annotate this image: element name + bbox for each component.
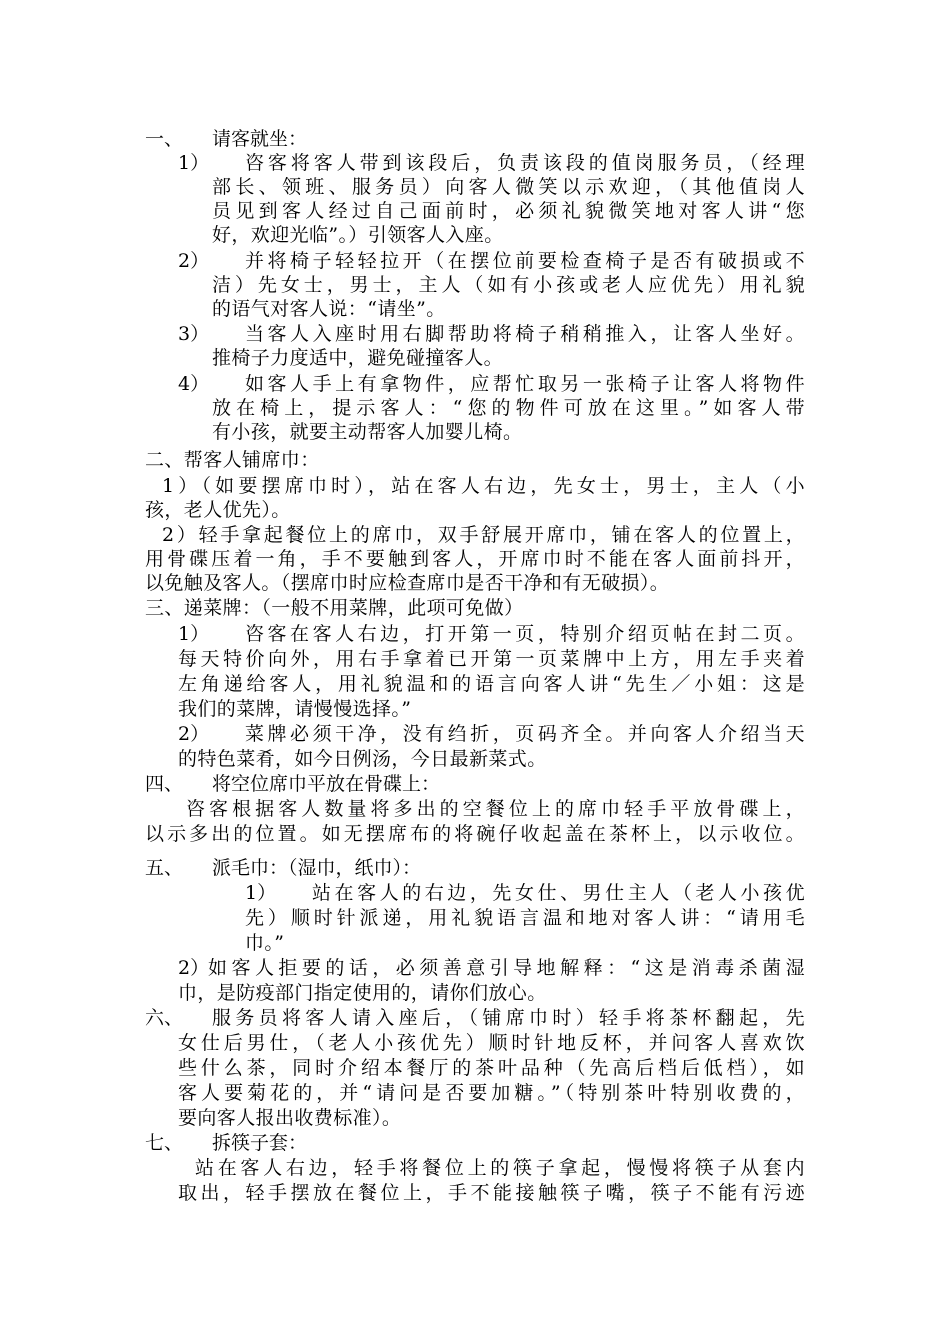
text-line: 用骨碟压着一角，手不要触到客人，开席巾时不能在客人面前抖开， bbox=[145, 548, 805, 570]
item-label: 4） bbox=[178, 373, 210, 395]
text-line: 站在客人的右边，先女仕、男仕主人（老人小孩优 bbox=[312, 882, 805, 904]
text-line: 客人要菊花的，并“请问是否要加糖。”（特别茶叶特别收费的， bbox=[178, 1082, 805, 1104]
text-line: 女仕后男仕，（老人小孩优先）顺时针地反杯，并问客人喜欢饮 bbox=[178, 1032, 805, 1054]
text-line: 部长、领班、服务员）向客人微笑以示欢迎，（其他值岗人 bbox=[212, 176, 805, 198]
text-line: 巾，是防疫部门指定使用的，请你们放心。 bbox=[178, 982, 547, 1004]
text-line: 菜牌必须干净，没有绉折，页码齐全。并向客人介绍当天 bbox=[245, 723, 805, 745]
text-line: 咨客根据客人数量将多出的空餐位上的席巾轻手平放骨碟上， bbox=[186, 798, 805, 820]
section-number: 五、 bbox=[145, 857, 184, 879]
text-line: 放在椅上，提示客人：“您的物件可放在这里。”如客人带 bbox=[212, 397, 805, 419]
text-line: 1）（如要摆席巾时），站在客人右边，先女士，男士，主人（小 bbox=[162, 475, 805, 497]
text-line: 孩，老人优先）。 bbox=[145, 499, 291, 521]
text-line: 取出，轻手摆放在餐位上，手不能接触筷子嘴，筷子不能有污迹 bbox=[178, 1182, 805, 1204]
text-line: 以示多出的位置。如无摆席布的将碗仔收起盖在茶杯上，以示收位。 bbox=[145, 823, 805, 845]
text-line: 2）轻手拿起餐位上的席巾，双手舒展开席巾，铺在客人的位置上， bbox=[162, 524, 805, 546]
text-line: 每天特价向外，用右手拿着已开第一页菜牌中上方，用左手夹着 bbox=[178, 648, 805, 670]
item-label: 1） bbox=[178, 623, 210, 645]
text-line: 当客人入座时用右脚帮助将椅子稍稍推入，让客人坐好。 bbox=[245, 323, 805, 345]
text-line: 推椅子力度适中，避免碰撞客人。 bbox=[212, 347, 504, 369]
section-heading: 三、递菜牌：（一般不用菜牌，此项可免做） bbox=[145, 597, 524, 619]
text-line: 如客人拒要的话，必须善意引导地解释：“这是消毒杀菌湿 bbox=[208, 957, 805, 979]
text-line: 的语气对客人说：“请坐”。 bbox=[212, 298, 446, 320]
item-label: 1） bbox=[178, 152, 210, 174]
text-line: 洁）先女士，男士，主人（如有小孩或老人应优先）用礼貌 bbox=[212, 274, 805, 296]
item-label: 2） bbox=[178, 957, 210, 979]
section-number: 七、 bbox=[145, 1132, 184, 1154]
text-line: 巾。” bbox=[245, 932, 285, 954]
section-title: 将空位席巾平放在骨碟上： bbox=[212, 773, 441, 795]
text-line: 要向客人报出收费标准）。 bbox=[178, 1107, 402, 1129]
text-line: 好，欢迎光临”。）引领客人入座。 bbox=[212, 224, 504, 246]
text-line: 咨客将客人带到该段后，负责该段的值岗服务员，（经理 bbox=[245, 152, 805, 174]
section-title: 请客就坐： bbox=[212, 128, 308, 150]
text-line: 的特色菜肴，如今日例汤，今日最新菜式。 bbox=[178, 748, 547, 770]
text-line: 我们的菜牌，请慢慢选择。” bbox=[178, 698, 412, 720]
text-line: 服务员将客人请入座后，（铺席巾时）轻手将茶杯翻起，先 bbox=[212, 1007, 805, 1029]
text-line: 员见到客人经过自己面前时，必须礼貌微笑地对客人讲“您 bbox=[212, 200, 805, 222]
item-label: 2） bbox=[178, 250, 210, 272]
text-line: 先）顺时针派递，用礼貌语言温和地对客人讲：“请用毛 bbox=[245, 907, 805, 929]
section-number: 四、 bbox=[145, 773, 184, 795]
item-label: 1） bbox=[245, 882, 277, 904]
text-line: 咨客在客人右边，打开第一页，特别介绍页帖在封二页。 bbox=[245, 623, 805, 645]
text-line: 如客人手上有拿物件，应帮忙取另一张椅子让客人将物件 bbox=[245, 373, 805, 395]
section-title: 派毛巾：（湿巾，纸巾）： bbox=[212, 857, 422, 879]
text-line: 左角递给客人，用礼貌温和的语言向客人讲“先生／小姐：这是 bbox=[178, 673, 805, 695]
section-number: 一、 bbox=[145, 128, 184, 150]
section-number: 六、 bbox=[145, 1007, 184, 1029]
text-line: 站在客人右边，轻手将餐位上的筷子拿起，慢慢将筷子从套内 bbox=[195, 1157, 805, 1179]
section-heading: 二、帮客人铺席巾： bbox=[145, 449, 320, 471]
text-line: 以免触及客人。（摆席巾时应检查席巾是否干净和有无破损）。 bbox=[145, 572, 670, 594]
section-title: 拆筷子套： bbox=[212, 1132, 308, 1154]
text-line: 并将椅子轻轻拉开（在摆位前要检查椅子是否有破损或不 bbox=[245, 250, 805, 272]
item-label: 2） bbox=[178, 723, 210, 745]
text-line: 有小孩，就要主动帮客人加婴儿椅。 bbox=[212, 421, 523, 443]
text-line: 些什么茶，同时介绍本餐厅的茶叶品种（先高后档后低档），如 bbox=[178, 1057, 805, 1079]
item-label: 3） bbox=[178, 323, 210, 345]
